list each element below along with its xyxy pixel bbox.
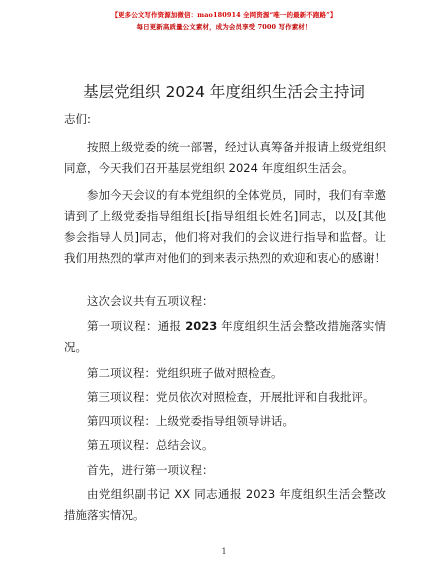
- paragraph-first-item: 首先，进行第一项议程：: [87, 463, 214, 477]
- agenda-item-5: 第五项议程：总结会议。: [87, 438, 214, 452]
- page-number: 1: [221, 547, 227, 556]
- paragraph-agenda-intro: 这次会议共有五项议程：: [87, 294, 214, 308]
- agenda-item-1: [64, 316, 386, 358]
- agenda-item-2: 第二项议程：党组织班子做对照检查。: [87, 366, 283, 380]
- agenda-item-1-year: 2023: [185, 319, 218, 333]
- agenda-item-1-suffix: 年度组织生活会整改措施落实情况。: [64, 319, 386, 354]
- promo-banner-line1: 【更多公文写作资源加微信：mao180914 全网资源“唯一的最新不跑路”】: [111, 11, 337, 19]
- agenda-item-4: 第四项议程：上级党委指导组领导讲话。: [87, 414, 294, 428]
- document-title: 基层党组织 2024 年度组织生活会主持词: [83, 83, 365, 101]
- salutation: 志们:: [64, 112, 91, 126]
- agenda-item-1-prefix: 第一项议程：通报: [87, 319, 186, 333]
- paragraph-attendees: 参加今天会议的有本党组织的全体党员，同时，我们有幸邀请到了上级党委指导组组长[指导组组长姓名]同志，以及[其他参会指导人员]同志，他们将对我们的会议进行指导和监督。让我们用热烈的掌声对他们的到来表示热烈的欢迎和衷心的感谢！: [64, 188, 386, 265]
- promo-banner-line2: 每日更新高质量公文素材，成为会员享受 7000 写作素材！: [136, 23, 312, 31]
- agenda-item-3: 第三项议程：党员依次对照检查，开展批评和自我批评。: [87, 390, 375, 404]
- paragraph-report: 由党组织副书记 XX 同志通报 2023 年度组织生活会整改措施落实情况。: [64, 487, 386, 522]
- paragraph-intro: 按照上级党委的统一部署，经过认真筹备并报请上级党组织同意，今天我们召开基层党组织 2024 年度组织生活会。: [64, 140, 386, 175]
